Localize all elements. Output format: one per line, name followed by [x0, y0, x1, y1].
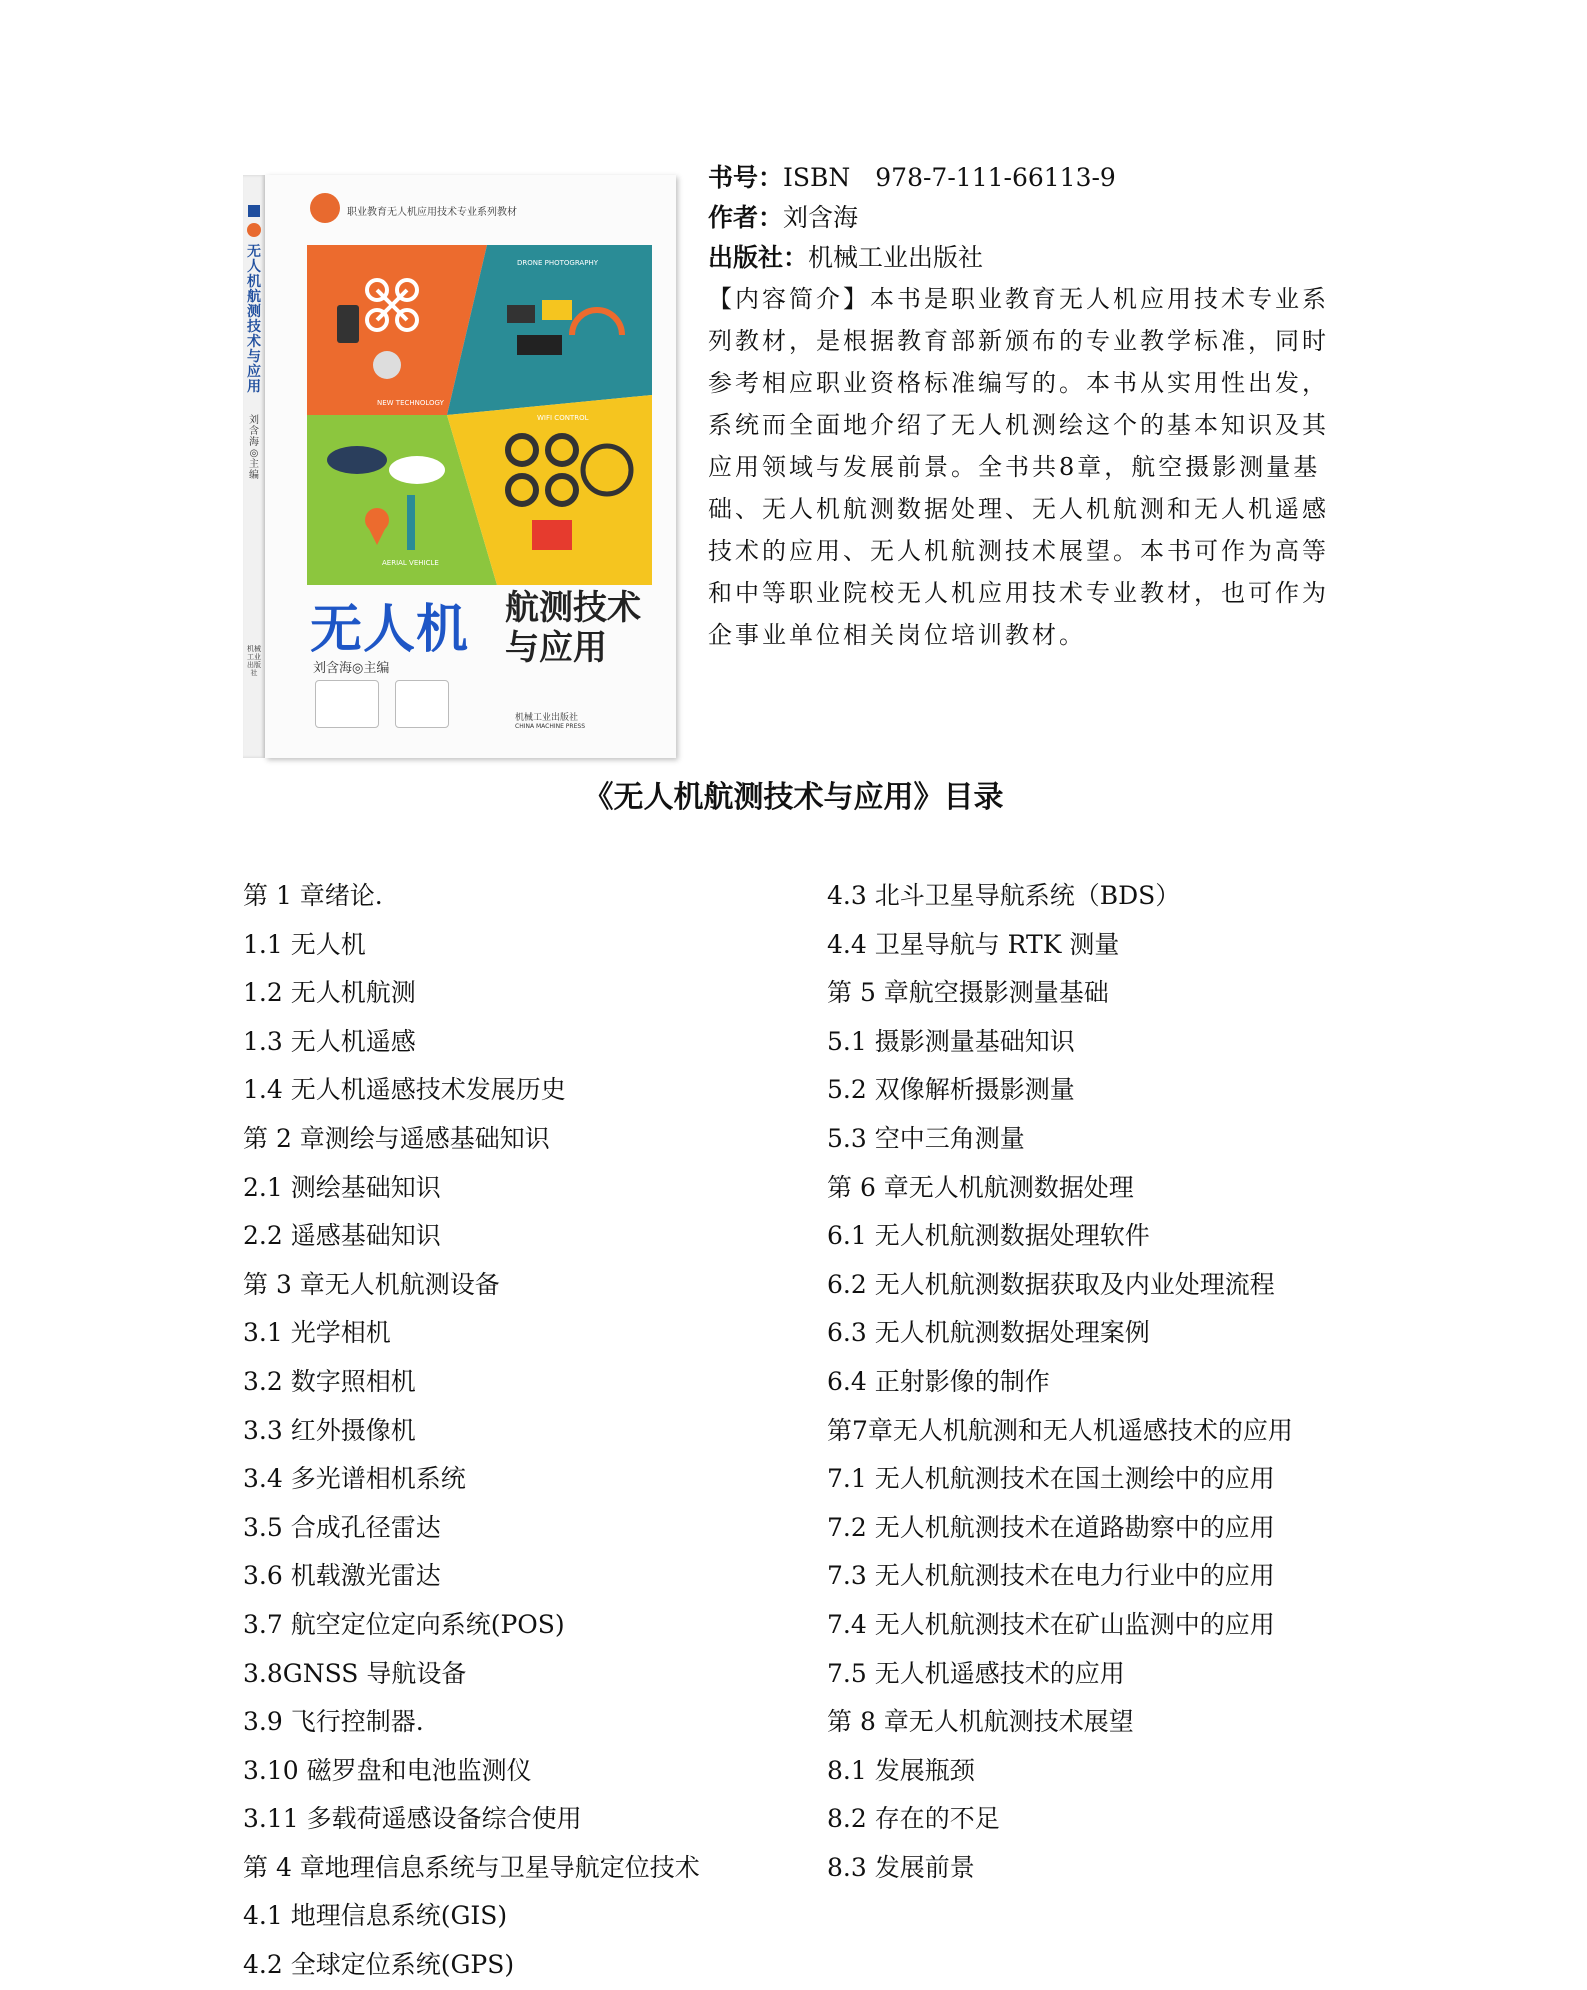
toc-item: 3.6 机载激光雷达: [243, 1561, 441, 1591]
toc-item: 6.4 正射影像的制作: [827, 1366, 1050, 1396]
toc-item: 3.1 光学相机: [243, 1318, 391, 1348]
drone-logo-icon: [310, 193, 340, 223]
toc-item: 第 4 章地理信息系统与卫星导航定位技术: [243, 1852, 700, 1882]
toc-item: 4.3 北斗卫星导航系统（BDS）: [827, 881, 1181, 910]
book-cover-image: [243, 175, 676, 758]
label-drone-photography: DRONE PHOTOGRAPHY: [517, 259, 598, 267]
intro-line: 【内容简介】本书是职业教育无人机应用技术专业系: [708, 285, 1329, 313]
label-wifi-control: WIFI CONTROL: [537, 414, 589, 422]
toc-item: 6.3 无人机航测数据处理案例: [827, 1318, 1150, 1348]
isbn-value: ISBN 978-7-111-66113-9: [783, 163, 1116, 192]
book-front: [265, 175, 676, 758]
toc-item: 第 3 章无人机航测设备: [243, 1269, 500, 1299]
intro-line: 企事业单位相关岗位培训教材。: [708, 621, 1086, 649]
toc-item: 6.2 无人机航测数据获取及内业处理流程: [827, 1269, 1275, 1299]
book-spine: [243, 175, 265, 758]
cover-publisher-name: 机械工业出版社: [515, 713, 579, 723]
intro-line: 础、无人机航测数据处理、无人机航测和无人机遥感: [708, 495, 1329, 523]
toc-item: 2.1 测绘基础知识: [243, 1172, 441, 1202]
toc-item: 3.5 合成孔径雷达: [243, 1512, 441, 1542]
label-new-technology: NEW TECHNOLOGY: [377, 399, 444, 407]
toc-item: 4.1 地理信息系统(GIS): [243, 1901, 508, 1931]
author-value: 刘含海: [783, 203, 859, 232]
publisher-label: 出版社：: [708, 243, 809, 272]
toc-item: 5.3 空中三角测量: [827, 1123, 1025, 1153]
spine-author: 刘含海◎主编: [249, 415, 259, 481]
toc-item: 3.10 磁罗盘和电池监测仪: [243, 1755, 532, 1785]
toc-item: 7.4 无人机航测技术在矿山监测中的应用: [827, 1609, 1275, 1639]
series-badge-icon: [247, 223, 261, 237]
spine-press: 机械工业出版社: [247, 645, 261, 677]
intro-line: 技术的应用、无人机航测技术展望。本书可作为高等: [708, 537, 1329, 565]
cover-illustration: [307, 245, 652, 585]
qr-badge-icon: [315, 680, 379, 728]
series-name: 职业教育无人机应用技术专业系列教材: [347, 207, 517, 218]
toc-item: 5.1 摄影测量基础知识: [827, 1026, 1075, 1056]
intro-line: 列教材，是根据教育部新颁布的专业教学标准，同时: [708, 327, 1329, 355]
toc-item: 1.3 无人机遥感: [243, 1026, 416, 1056]
toc-left-column: [243, 872, 803, 1990]
author-label: 作者：: [708, 203, 784, 232]
publisher-value: 机械工业出版社: [808, 243, 984, 272]
toc-item: 3.2 数字照相机: [243, 1366, 416, 1396]
cover-title-main: 无人机: [310, 600, 470, 660]
toc-item: 4.2 全球定位系统(GPS): [243, 1950, 515, 1980]
toc-item: 第 8 章无人机航测技术展望: [827, 1707, 1134, 1737]
toc-item: 1.1 无人机: [243, 929, 366, 959]
toc-item: 1.2 无人机航测: [243, 978, 416, 1008]
toc-item: 6.1 无人机航测数据处理软件: [827, 1221, 1150, 1251]
toc-item: 5.2 双像解析摄影测量: [827, 1075, 1075, 1105]
toc-item: 8.1 发展瓶颈: [827, 1755, 975, 1785]
toc-item: 8.2 存在的不足: [827, 1804, 1000, 1834]
author-line: [708, 198, 1358, 238]
book-info: [708, 158, 1358, 656]
controller-icon: [532, 520, 572, 550]
antenna-icon: [407, 495, 415, 550]
isbn-line: [708, 158, 1358, 198]
toc-item: 3.7 航空定位定向系统(POS): [243, 1609, 565, 1639]
toc-item: 3.9 飞行控制器.: [243, 1707, 424, 1737]
toc-item: 7.1 无人机航测技术在国土测绘中的应用: [827, 1464, 1275, 1494]
toc-item: 7.5 无人机遥感技术的应用: [827, 1658, 1125, 1688]
camera-lens-icon: [373, 351, 401, 379]
cover-publisher-en: CHINA MACHINE PRESS: [515, 723, 585, 730]
spine-title: 无人机航测技术与应用: [247, 244, 261, 395]
book-intro: [708, 278, 1358, 656]
toc-item: 第 5 章航空摄影测量基础: [827, 978, 1109, 1008]
toc-item: 3.3 红外摄像机: [243, 1415, 416, 1445]
toc-item: 4.4 卫星导航与 RTK 测量: [827, 929, 1120, 959]
toc-item: 第 1 章绪论.: [243, 881, 383, 910]
isbn-label: 书号：: [708, 163, 784, 192]
intro-line: 和中等职业院校无人机应用技术专业教材，也可作为: [708, 579, 1329, 607]
cover-illustration-svg: [307, 245, 652, 585]
website-badge-icon: [395, 680, 449, 728]
toc-title: 《无人机航测技术与应用》目录: [583, 780, 1004, 815]
intro-line: 应用领域与发展前景。全书共8章，航空摄影测量基: [708, 453, 1321, 481]
toc-item: 第 6 章无人机航测数据处理: [827, 1172, 1134, 1202]
toc-item: 第 2 章测绘与遥感基础知识: [243, 1123, 550, 1153]
toc-item: 1.4 无人机遥感技术发展历史: [243, 1075, 566, 1105]
toc-item: 第7章无人机航测和无人机遥感技术的应用: [827, 1415, 1293, 1445]
phone-icon: [337, 305, 359, 343]
toc-item: 2.2 遥感基础知识: [243, 1221, 441, 1251]
toc-right-column: [827, 872, 1387, 1892]
toc-item: 8.3 发展前景: [827, 1852, 975, 1882]
intro-line: 参考相应职业资格标准编写的。本书从实用性出发，: [708, 369, 1329, 397]
publisher-logo-icon: [248, 205, 260, 217]
toc-item: 7.3 无人机航测技术在电力行业中的应用: [827, 1561, 1275, 1591]
intro-line: 系统而全面地介绍了无人机测绘这个的基本知识及其: [708, 411, 1329, 439]
cover-editor: 刘含海◎主编: [313, 661, 390, 676]
label-aerial-vehicle: AERIAL VEHICLE: [382, 559, 439, 567]
toc-item: 3.8GNSS 导航设备: [243, 1658, 467, 1688]
toc-item: 3.11 多载荷遥感设备综合使用: [243, 1804, 582, 1834]
cover-publisher: [515, 710, 585, 730]
toc-item: 3.4 多光谱相机系统: [243, 1464, 466, 1494]
publisher-line: [708, 238, 1358, 278]
cover-title-sub: 航测技术与应用: [505, 588, 641, 668]
toc-item: 7.2 无人机航测技术在道路勘察中的应用: [827, 1512, 1275, 1542]
